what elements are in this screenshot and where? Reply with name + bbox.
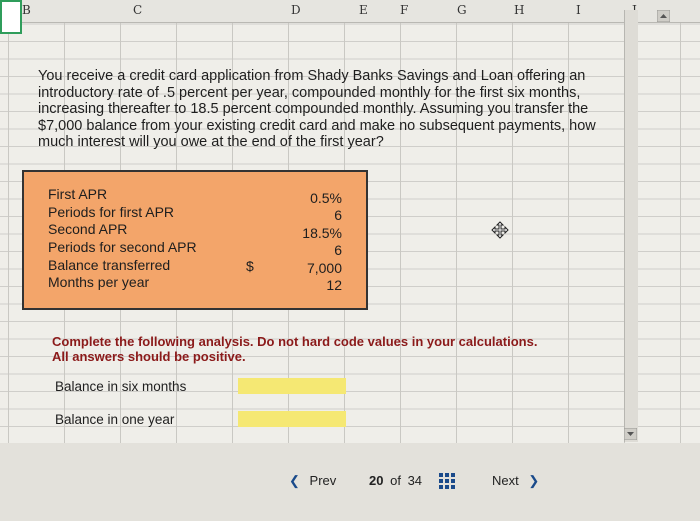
page-indicator xyxy=(369,473,422,488)
next-label: Next xyxy=(492,473,519,488)
input-data-box xyxy=(22,170,368,310)
input-value-first-apr[interactable]: 0.5% xyxy=(310,190,342,206)
input-label-second-apr: Second APR xyxy=(48,221,128,237)
balance-one-year-input[interactable] xyxy=(238,411,346,427)
balance-six-months-input[interactable] xyxy=(238,378,346,394)
column-header-b[interactable]: B xyxy=(22,3,31,17)
column-header-h[interactable]: H xyxy=(514,3,525,17)
output-label-balance-one-year: Balance in one year xyxy=(55,412,175,427)
column-header-f[interactable]: F xyxy=(400,3,409,17)
input-value-periods-second-apr[interactable]: 6 xyxy=(334,242,342,258)
column-header-d[interactable]: D xyxy=(291,3,301,17)
next-button[interactable] xyxy=(492,473,539,489)
column-header-e[interactable]: E xyxy=(359,3,368,17)
prev-label: Prev xyxy=(309,473,337,488)
column-header-c[interactable]: C xyxy=(133,3,143,17)
input-label-first-apr: First APR xyxy=(48,186,108,202)
current-page: 20 xyxy=(369,473,384,488)
grid-icon[interactable] xyxy=(439,473,455,489)
instruction-line-1: Complete the following analysis. Do not hard code values in your calculations. xyxy=(52,334,538,349)
column-header-i[interactable]: I xyxy=(576,3,581,17)
input-value-months-per-year[interactable]: 12 xyxy=(326,277,342,293)
total-pages: 34 xyxy=(407,473,423,488)
vertical-scrollbar[interactable] xyxy=(624,10,638,442)
chevron-right-icon: ❯ xyxy=(528,473,540,488)
column-header-g[interactable]: G xyxy=(457,3,467,17)
navigation-bar xyxy=(0,443,700,521)
input-label-periods-first-apr: Periods for first APR xyxy=(48,204,175,220)
scroll-down-icon[interactable] xyxy=(624,428,637,440)
selected-cell-indicator[interactable] xyxy=(0,0,22,34)
instruction-line-2: All answers should be positive. xyxy=(52,349,246,364)
question-text: You receive a credit card application from Shady Banks Savings and Loan offering an introductory rate of .5 percent per year, compounded monthly for the first six months, increasing thereafter to 18.5 percent compounded monthly. Assuming you transfer the $7,000 balance from your existing credit card and make no subsequent payments, how much interest will you owe at the end of the first year? xyxy=(38,68,596,150)
input-label-balance-transferred: Balance transferred xyxy=(48,257,171,273)
page-of: of xyxy=(390,473,401,488)
input-label-months-per-year: Months per year xyxy=(48,274,150,290)
input-label-periods-second-apr: Periods for second APR xyxy=(48,239,197,255)
scroll-up-icon[interactable] xyxy=(657,10,670,22)
currency-symbol: $ xyxy=(246,258,254,274)
input-value-second-apr[interactable]: 18.5% xyxy=(302,225,342,241)
input-value-periods-first-apr[interactable]: 6 xyxy=(334,207,342,223)
output-label-balance-six-months: Balance in six months xyxy=(55,379,187,394)
instruction-text xyxy=(52,334,612,364)
prev-button[interactable] xyxy=(289,473,336,489)
input-value-balance-transferred[interactable]: 7,000 xyxy=(306,260,342,276)
column-header-row xyxy=(0,0,700,23)
chevron-left-icon: ❮ xyxy=(289,473,300,488)
move-cursor-icon xyxy=(491,221,509,239)
